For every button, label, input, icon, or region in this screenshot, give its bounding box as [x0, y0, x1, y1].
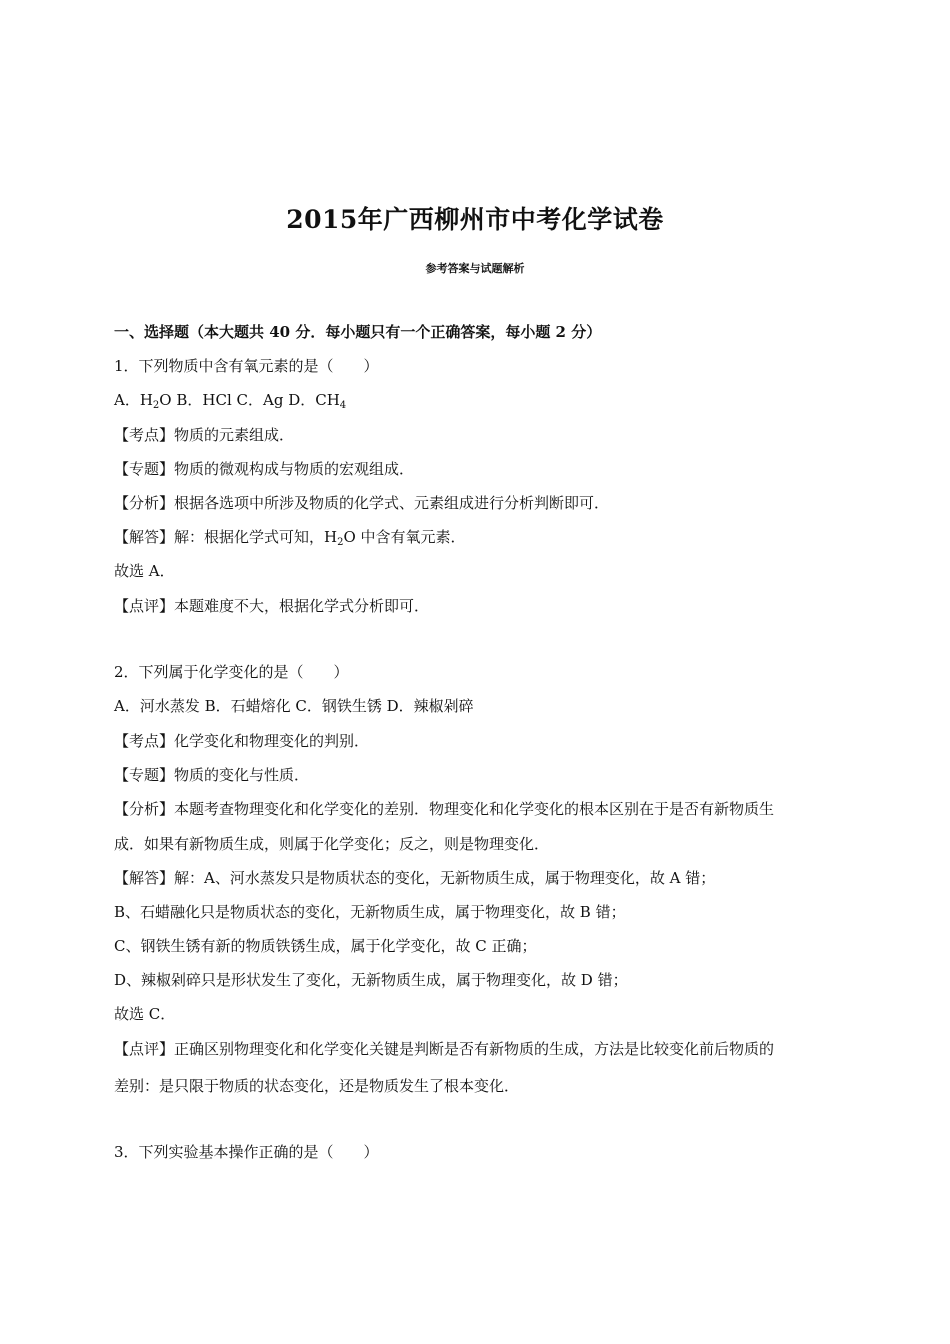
q2-jieda-line4: D、辣椒剁碎只是形状发生了变化，无新物质生成，属于物理变化，故 D 错； [114, 971, 628, 989]
q2-fenxi-line2: 成．如果有新物质生成，则属于化学变化；反之，则是物理变化． [114, 835, 550, 853]
q2-dianping-line1: 【点评】正确区别物理变化和化学变化关键是判断是否有新物质的生成，方法是比较变化前后物质的 [114, 1040, 775, 1058]
q1-options-rest: O B．HCl C．Ag D．CH [159, 391, 340, 409]
q2-jieda-line3: C、钢铁生锈有新的物质铁锈生成，属于化学变化，故 C 正确； [114, 937, 537, 955]
q1-jieda-subscript: 2 [337, 537, 344, 548]
q1-zhuanti: 【专题】物质的微观构成与物质的宏观组成． [114, 460, 415, 478]
q1-jieda-rest: O 中含有氧元素． [343, 528, 466, 546]
q1-answer: 故选 A． [114, 562, 175, 580]
q1-option-d-subscript: 4 [339, 400, 347, 411]
q2-jieda-line1: 【解答】解：A、河水蒸发只是物质状态的变化，无新物质生成，属于物理变化，故 A 错； [114, 869, 716, 887]
q1-options [114, 390, 844, 410]
q1-option-a: A．H [114, 391, 153, 409]
q1-dianping: 【点评】本题难度不大，根据化学式分析即可． [114, 597, 430, 615]
q1-option-a-subscript: 2 [152, 400, 160, 411]
q1-stem: 1．下列物质中含有氧元素的是（ ） [114, 357, 379, 375]
q2-stem: 2．下列属于化学变化的是（ ） [114, 663, 349, 681]
q1-jieda [114, 527, 844, 547]
q2-dianping-line2: 差别：是只限于物质的状态变化，还是物质发生了根本变化． [114, 1077, 520, 1095]
q1-fenxi: 【分析】根据各选项中所涉及物质的化学式、元素组成进行分析判断即可． [114, 494, 610, 512]
section-heading: 一、选择题（本大题共 40 分．每小题只有一个正确答案，每小题 2 分） [114, 323, 602, 341]
q3-stem: 3．下列实验基本操作正确的是（ ） [114, 1143, 379, 1161]
q2-fenxi-line1: 【分析】本题考查物理变化和化学变化的差别．物理变化和化学变化的根本区别在于是否有新物质生 [114, 800, 775, 818]
q1-kaodian: 【考点】物质的元素组成． [114, 426, 295, 444]
q1-jieda-text: 【解答】解：根据化学式可知，H [114, 528, 338, 546]
q2-kaodian: 【考点】化学变化和物理变化的判别． [114, 732, 370, 750]
q2-answer: 故选 C． [114, 1005, 176, 1023]
document-subtitle: 参考答案与试题解析 [425, 262, 525, 275]
q2-zhuanti: 【专题】物质的变化与性质． [114, 766, 310, 784]
q2-jieda-line2: B、石蜡融化只是物质状态的变化，无新物质生成，属于物理变化，故 B 错； [114, 903, 626, 921]
document-title: 2015年广西柳州市中考化学试卷 [286, 205, 664, 234]
q2-options: A．河水蒸发 B．石蜡熔化 C．钢铁生锈 D．辣椒剁碎 [114, 697, 474, 715]
